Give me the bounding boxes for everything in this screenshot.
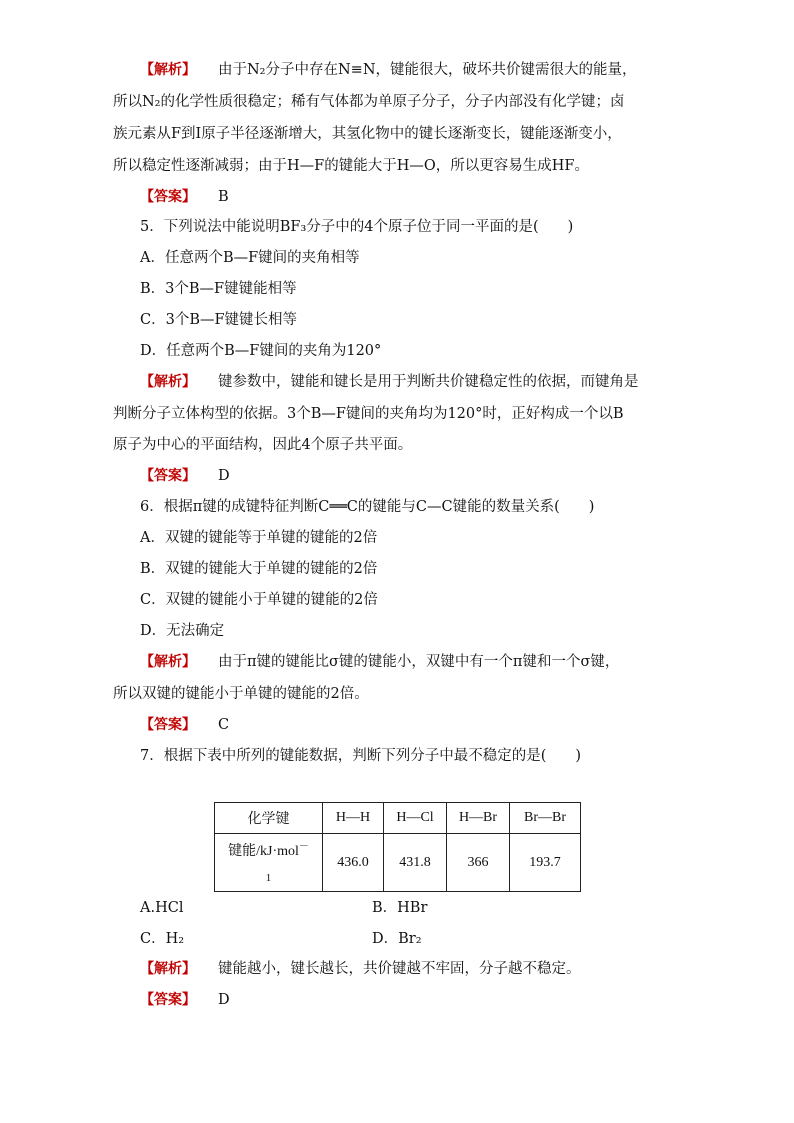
answer-value: C <box>218 717 230 733</box>
bond-energy-table <box>214 802 581 892</box>
question-stem: 6．根据π键的成键特征判断C══C的键能与C—C键能的数量关系( ) <box>140 499 595 515</box>
analysis-text: 键能越小，键长越长，共价键越不牢固，分子越不稳定。 <box>218 961 581 977</box>
answer-tag: 【答案】 <box>140 468 196 484</box>
analysis-text: 由于π键的键能比σ键的键能小，双键中有一个π键和一个σ键， <box>218 654 620 670</box>
analysis-line: 原子为中心的平面结构，因此4个原子共平面。 <box>113 437 413 453</box>
table-row <box>215 834 581 892</box>
option-a: A．任意两个B—F键间的夹角相等 <box>140 250 360 266</box>
table-cell: 193.7 <box>510 834 581 892</box>
table-cell: 431.8 <box>384 834 447 892</box>
option-d: D．Br₂ <box>372 931 422 947</box>
table-header-cell: H—Br <box>447 803 510 834</box>
option-c: C．3个B—F键键长相等 <box>140 312 298 328</box>
table-header-cell: Br—Br <box>510 803 581 834</box>
answer-tag: 【答案】 <box>140 189 196 205</box>
analysis-line <box>140 60 637 80</box>
table-header-row <box>215 803 581 834</box>
table-header-cell: H—H <box>323 803 384 834</box>
table-header-cell: 化学键 <box>215 803 323 834</box>
row-label-main: 键能/kJ·mol <box>228 844 299 859</box>
answer-line <box>140 990 230 1010</box>
analysis-line: 族元素从F到I原子半径逐渐增大，其氢化物中的键长逐渐变长，键能逐渐变小， <box>113 126 622 142</box>
answer-line <box>140 466 230 486</box>
analysis-tag: 【解析】 <box>140 654 196 670</box>
analysis-line <box>140 652 619 672</box>
table-row-label <box>215 834 323 892</box>
answer-value: D <box>218 468 230 484</box>
option-c: C．H₂ <box>140 931 185 947</box>
analysis-line <box>140 959 581 979</box>
option-b: B．3个B—F键键能相等 <box>140 281 297 297</box>
answer-tag: 【答案】 <box>140 992 196 1008</box>
analysis-tag: 【解析】 <box>140 62 196 78</box>
analysis-line: 所以双键的键能小于单键的键能的2倍。 <box>113 686 369 702</box>
analysis-text: 由于N₂分子中存在N≡N，键能很大，破坏共价键需很大的能量， <box>218 62 637 78</box>
answer-value: B <box>218 189 229 205</box>
analysis-tag: 【解析】 <box>140 961 196 977</box>
answer-line <box>140 715 229 735</box>
option-c: C．双键的键能小于单键的键能的2倍 <box>140 592 378 608</box>
table-cell: 436.0 <box>323 834 384 892</box>
analysis-line: 所以N₂的化学性质很稳定；稀有气体都为单原子分子，分子内部没有化学键；卤 <box>113 94 625 110</box>
question-stem: 7．根据下表中所列的键能数据，判断下列分子中最不稳定的是( ) <box>140 748 582 764</box>
analysis-tag: 【解析】 <box>140 374 196 390</box>
row-label-tail: 1 <box>265 872 272 884</box>
option-b: B．双键的键能大于单键的键能的2倍 <box>140 561 378 577</box>
option-b: B．HBr <box>372 900 428 916</box>
analysis-text: 键参数中，键能和键长是用于判断共价键稳定性的依据，而键角是 <box>218 374 639 390</box>
option-d: D．无法确定 <box>140 623 225 639</box>
option-a: A.HCl <box>140 900 184 916</box>
answer-value: D <box>218 992 230 1008</box>
answer-line <box>140 187 229 207</box>
option-d: D．任意两个B—F键间的夹角为120° <box>140 343 382 359</box>
answer-tag: 【答案】 <box>140 717 196 733</box>
question-stem: 5．下列说法中能说明BF₃分子中的4个原子位于同一平面的是( ) <box>140 219 574 235</box>
analysis-line: 所以稳定性逐渐减弱；由于H—F的键能大于H—O，所以更容易生成HF。 <box>113 158 589 174</box>
table-cell: 366 <box>447 834 510 892</box>
analysis-line: 判断分子立体构型的依据。3个B—F键间的夹角均为120°时，正好构成一个以B <box>113 406 624 422</box>
option-a: A．双键的键能等于单键的键能的2倍 <box>140 530 378 546</box>
table-header-cell: H—Cl <box>384 803 447 834</box>
row-label-sup: － <box>298 841 309 852</box>
analysis-line <box>140 372 639 392</box>
